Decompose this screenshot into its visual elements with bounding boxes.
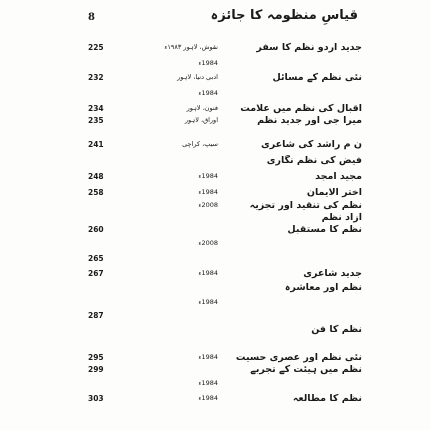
list-item [0,310,430,322]
list-item [0,58,430,70]
list-item [0,212,430,224]
list-item [0,72,430,84]
entry-citation: 1984ء [198,89,218,97]
entry-page-number: 234 [88,104,104,113]
entry-page-number: 225 [88,43,104,52]
entry-citation: 1984ء [198,59,218,67]
list-item [0,238,430,250]
entry-page-number: 299 [88,365,104,374]
entry-page-number: 258 [88,188,104,197]
entry-page-number: 248 [88,172,104,181]
entry-page-number: 265 [88,254,104,263]
entry-title: ن م راشد کی شاعری [260,139,362,150]
entry-title: نئی نظم اور عصری حسیت [235,352,362,363]
entry-title: فیض کی نظم نگاری [266,155,362,166]
list-item [0,42,430,54]
list-item [0,282,430,294]
entry-citation: فنون، لاہور [186,104,218,112]
entry-title: اختر الایمان [306,187,362,198]
list-item [0,88,430,100]
list-item [0,155,430,167]
entry-citation: 1984ء [198,172,218,180]
entry-citation: 2008ء [198,239,218,247]
list-item [0,224,430,236]
page-heading: قیاسِ منظومہ کا جائزہ [210,8,358,23]
entry-citation: سیپ، کراچی [182,140,218,148]
entry-page-number: 267 [88,269,104,278]
list-item [0,127,430,139]
list-item [0,393,430,405]
entry-title: اقبال کی نظم میں علامت [240,103,362,114]
list-item [0,200,430,212]
entry-page-number: 303 [88,394,104,403]
entry-title: نئی نظم کے مسائل [272,72,362,83]
entry-page-number: 241 [88,140,104,149]
list-item [0,103,430,115]
list-item [0,340,430,352]
entry-title: نظم کا مستقبل [287,224,362,235]
list-item [0,364,430,376]
entry-citation: 2008ء [198,201,218,209]
entry-page-number: 232 [88,73,104,82]
entry-page-number: 235 [88,116,104,125]
entry-citation: 1984ء [198,269,218,277]
list-item [0,187,430,199]
list-item [0,324,430,336]
entry-title: مجید امجد [315,171,362,182]
entry-title: نظم کا فن [311,324,362,335]
entry-citation: 1984ء [198,353,218,361]
entry-page-number: 295 [88,353,104,362]
entry-citation: نقوش، لاہور ۱۹۸۳ء [164,43,218,51]
page-number: 8 [88,12,95,23]
list-item [0,352,430,364]
entry-citation: اوراق، لاہور [184,116,218,124]
entry-title: نظم کی تنقید اور تجزیہ [249,200,362,211]
entry-title: جدید شاعری [303,268,362,279]
entry-citation: 1984ء [198,188,218,196]
list-item [0,297,430,309]
entry-title: نظم اور معاشرہ [284,282,362,293]
list-item [0,139,430,151]
entry-citation: 1984ء [198,298,218,306]
entry-title: جدید اردو نظم کا سفر [256,42,362,53]
entry-citation: 1984ء [198,394,218,402]
entry-citation: ادبی دنیا، لاہور [177,73,218,81]
entry-citation: 1984ء [198,379,218,387]
entry-title: آزاد نظم [321,212,362,223]
entry-title: میرا جی اور جدید نظم [257,115,362,126]
list-item [0,268,430,280]
entry-page-number: 287 [88,311,104,320]
list-item [0,171,430,183]
entry-title: نظم میں ہیئت کے تجربے [250,364,362,375]
entry-page-number: 260 [88,225,104,234]
list-item [0,378,430,390]
entry-title: نظم کا مطالعہ [292,393,362,404]
list-item [0,115,430,127]
list-item [0,253,430,265]
